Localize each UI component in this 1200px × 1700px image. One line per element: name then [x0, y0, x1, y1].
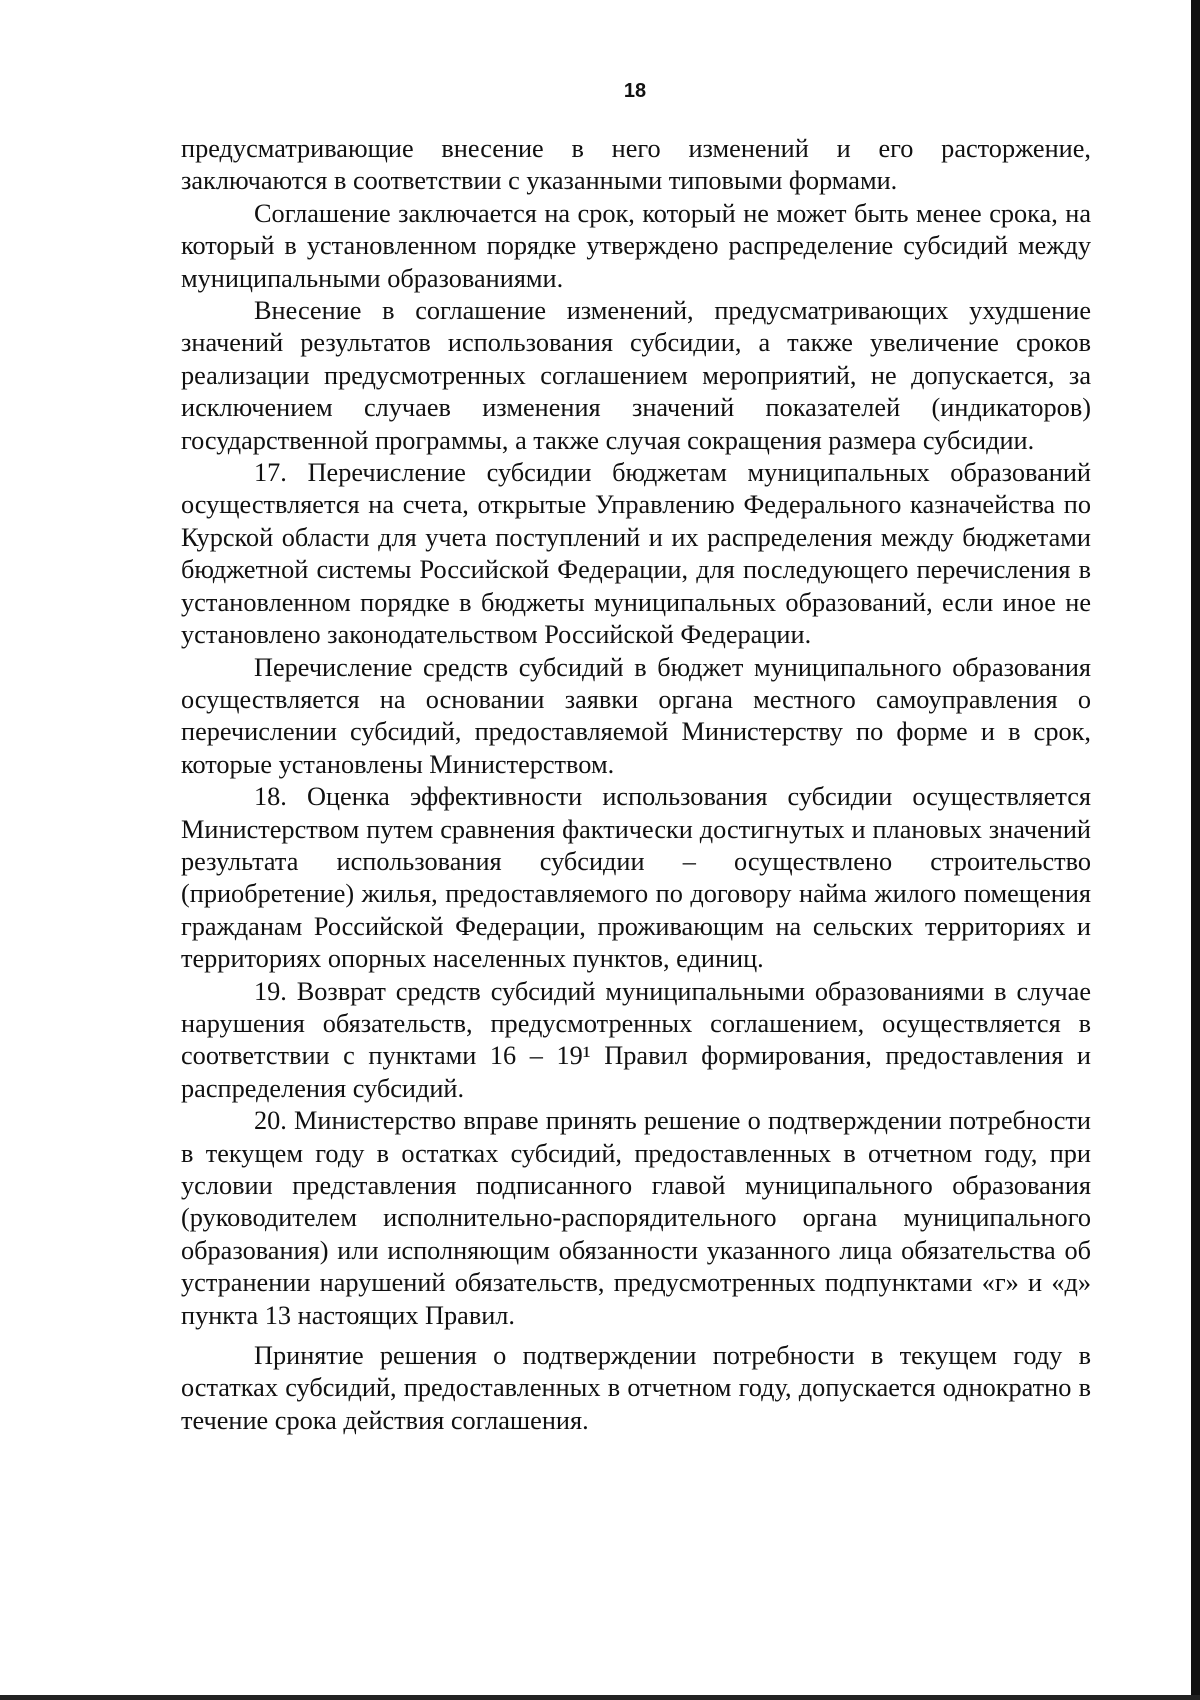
- paragraph-agreement-changes: Внесение в соглашение изменений, предусматривающих ухудшение значений результатов использования субсидии, а также увеличение сроков реализации предусмотренных соглашением мероприятий, не допускается, за исключением случаев изменения значений показателей (индикаторов) государственной программы, а также случая сокращения размера субсидии.: [181, 296, 1091, 455]
- paragraph-continuation: предусматривающие внесение в него изменений и его расторжение, заключаются в соответствии с указанными типовыми формами.: [181, 134, 1091, 196]
- scan-border-right: [1191, 0, 1200, 1700]
- paragraph-item-18: 18. Оценка эффективности использования субсидии осуществляется Министерством путем сравнения фактически достигнутых и плановых значений результата использования субсидии – осуществлено строительство (приобретение) жилья, предоставляемого по договору найма жилого помещения гражданам Российской Федерации, проживающим на сельских территориях и территориях опорных населенных пунктов, единиц.: [181, 782, 1091, 974]
- paragraph-transfer-request: Перечисление средств субсидий в бюджет муниципального образования осуществляется на основании заявки органа местного самоуправления о перечислении субсидий, предоставляемой Министерству по форме и в срок, которые установлены Министерством.: [181, 652, 1091, 779]
- paragraph-item-20: 20. Министерство вправе принять решение о подтверждении потребности в текущем году в остатках субсидий, предоставленных в отчетном году, при условии представления подписанного главой муниципального образования (руководителем исполнительно-распорядительного органа муниципального образования) или исполняющим обязанности указанного лица обязательства об устранении нарушений обязательств, предусмотренных подпунктами «г» и «д» пункта 13 настоящих Правил.: [181, 1106, 1091, 1330]
- document-body: [181, 133, 1091, 1437]
- page-number: 18: [623, 80, 647, 102]
- scan-border-bottom: [0, 1695, 1200, 1700]
- paragraph-agreement-term: Соглашение заключается на срок, который не может быть менее срока, на который в установленном порядке утверждено распределение субсидий между муниципальными образованиями.: [181, 198, 1091, 293]
- paragraph-item-17: 17. Перечисление субсидии бюджетам муниципальных образований осуществляется на счета, открытые Управлению Федерального казначейства по Курской области для учета поступлений и их распределения между бюджетами бюджетной системы Российской Федерации, для последующего перечисления в установленном порядке в бюджеты муниципальных образований, если иное не установлено законодательством Российской Федерации.: [181, 458, 1091, 650]
- paragraph-decision-once: Принятие решения о подтверждении потребности в текущем году в остатках субсидий, предоставленных в отчетном году, допускается однократно в течение срока действия соглашения.: [181, 1341, 1091, 1435]
- paragraph-item-19: 19. Возврат средств субсидий муниципальными образованиями в случае нарушения обязательств, предусмотренных соглашением, осуществляется в соответствии с пунктами 16 – 19¹ Правил формирования, предоставления и распределения субсидий.: [181, 976, 1091, 1103]
